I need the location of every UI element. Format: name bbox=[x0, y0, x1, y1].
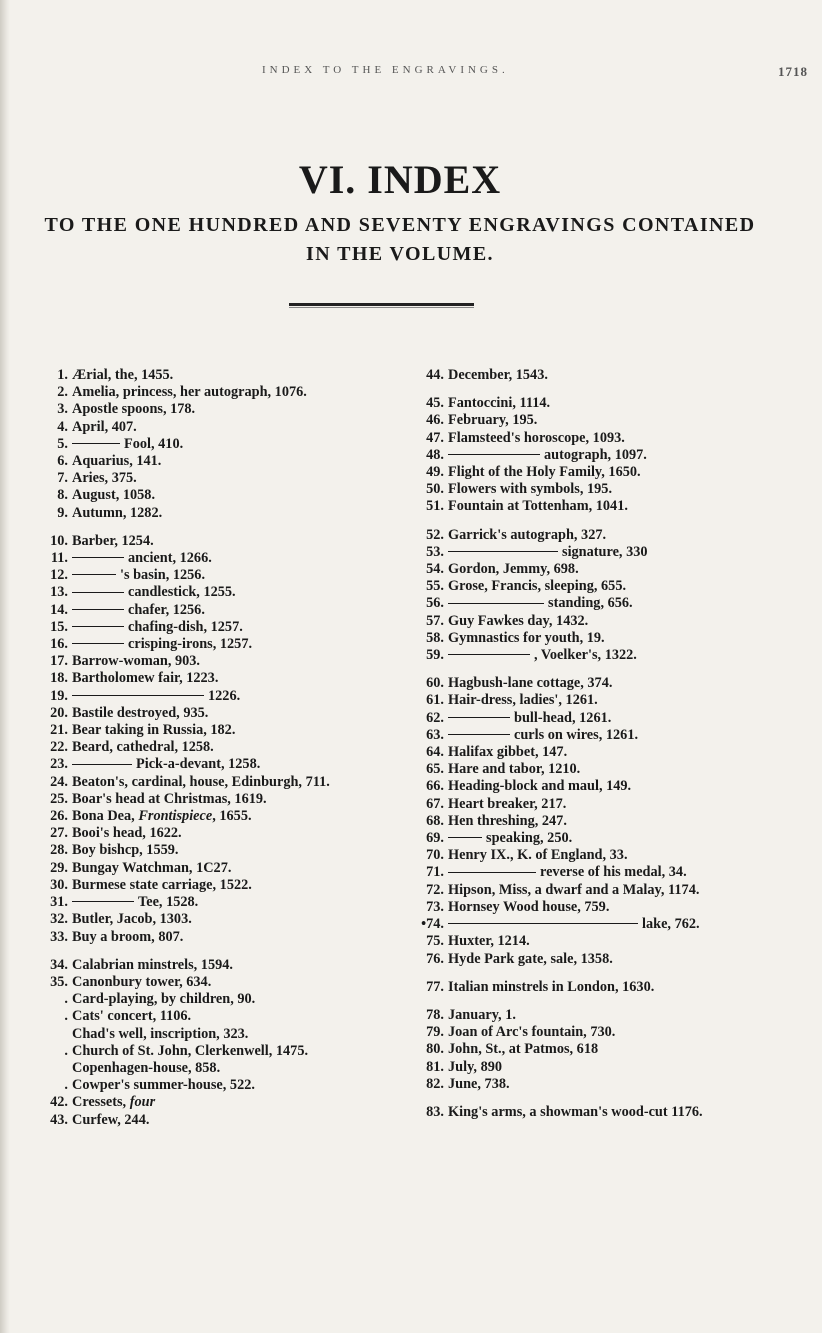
entry-text: Bartholomew fair, 1223. bbox=[72, 670, 219, 687]
entry-number: 9. bbox=[57, 504, 68, 521]
index-entry bbox=[38, 1094, 390, 1111]
entry-number: 82. bbox=[426, 1075, 444, 1092]
index-entry bbox=[414, 498, 798, 515]
index-entry bbox=[414, 796, 798, 813]
entry-text: bull-head, 1261. bbox=[514, 709, 612, 726]
entry-number: 76. bbox=[426, 950, 444, 967]
entry-text: Cowper's summer-house, 522. bbox=[72, 1077, 255, 1094]
entry-text: Grose, Francis, sleeping, 655. bbox=[448, 578, 627, 595]
index-entry bbox=[414, 613, 798, 630]
index-entry bbox=[38, 808, 390, 825]
entry-text: July, 890 bbox=[448, 1058, 503, 1075]
entry-text: chafer, 1256. bbox=[128, 601, 205, 618]
index-entry bbox=[38, 550, 390, 567]
index-entry bbox=[38, 877, 390, 894]
entry-text: signature, 330 bbox=[562, 543, 648, 560]
index-entry bbox=[414, 778, 798, 795]
index-entry bbox=[38, 636, 390, 653]
index-entry bbox=[38, 584, 390, 601]
index-entry bbox=[38, 688, 390, 705]
index-entry bbox=[414, 527, 798, 544]
entry-text: Hagbush-lane cottage, 374. bbox=[448, 675, 613, 692]
entry-text: John, St., at Patmos, 618 bbox=[448, 1041, 599, 1058]
index-entry bbox=[414, 1007, 798, 1024]
entry-number: 1. bbox=[57, 367, 68, 383]
entry-text: Joan of Arc's fountain, 730. bbox=[448, 1024, 616, 1041]
index-entry bbox=[414, 647, 798, 664]
index-group bbox=[38, 533, 390, 946]
title-rule bbox=[289, 303, 474, 306]
entry-number: 8. bbox=[57, 487, 68, 504]
index-entry bbox=[38, 774, 390, 791]
index-entry bbox=[414, 544, 798, 561]
running-header bbox=[262, 64, 822, 79]
entry-text: Buy a broom, 807. bbox=[72, 928, 184, 945]
entry-number: 22. bbox=[50, 739, 68, 756]
entry-number: 62. bbox=[426, 709, 444, 726]
entry-number: 54. bbox=[426, 561, 444, 578]
entry-number: . bbox=[64, 1042, 68, 1059]
ditto-dash bbox=[72, 626, 124, 627]
entry-number: 75. bbox=[426, 933, 444, 950]
entry-text: Heart breaker, 217. bbox=[448, 795, 567, 812]
entry-number: 83. bbox=[426, 1103, 444, 1120]
index-entry bbox=[414, 882, 798, 899]
index-entry bbox=[38, 705, 390, 722]
index-entry bbox=[414, 864, 798, 881]
entry-text: Gymnastics for youth, 19. bbox=[448, 629, 605, 646]
ditto-dash bbox=[72, 574, 116, 575]
entry-number: 26. bbox=[50, 808, 68, 825]
entry-number: 16. bbox=[50, 636, 68, 653]
entry-number: 65. bbox=[426, 761, 444, 778]
entry-text: April, 407. bbox=[72, 418, 137, 435]
entry-text: Gordon, Jemmy, 698. bbox=[448, 561, 579, 578]
entry-italic: Frontispiece bbox=[138, 808, 213, 825]
entry-number: 27. bbox=[50, 825, 68, 842]
running-title: INDEX TO THE ENGRAVINGS. bbox=[262, 64, 509, 76]
entry-text: February, 195. bbox=[448, 412, 538, 429]
entry-number: 18. bbox=[50, 670, 68, 687]
entry-number: 30. bbox=[50, 876, 68, 893]
index-group bbox=[414, 1007, 798, 1093]
entry-number: 72. bbox=[426, 881, 444, 898]
entry-number: 45. bbox=[426, 395, 444, 412]
entry-text: December, 1543. bbox=[448, 367, 548, 383]
entry-text: Boar's head at Christmas, 1619. bbox=[72, 790, 267, 807]
entry-number: 57. bbox=[426, 612, 444, 629]
entry-text: Autumn, 1282. bbox=[72, 504, 163, 521]
index-entry bbox=[38, 1026, 390, 1043]
index-entry bbox=[38, 384, 390, 401]
entry-number: 11. bbox=[50, 550, 68, 567]
entry-number: 25. bbox=[50, 790, 68, 807]
entry-number: 55. bbox=[426, 578, 444, 595]
entry-number: 70. bbox=[426, 847, 444, 864]
entry-text: Bear taking in Russia, 182. bbox=[72, 722, 236, 739]
entry-text: ancient, 1266. bbox=[128, 550, 212, 567]
index-entry bbox=[38, 567, 390, 584]
entry-number: 15. bbox=[50, 618, 68, 635]
entry-text: Hen threshing, 247. bbox=[448, 812, 567, 829]
entry-text: Beard, cathedral, 1258. bbox=[72, 739, 214, 756]
index-entry bbox=[414, 761, 798, 778]
entry-text: Fountain at Tottenham, 1041. bbox=[448, 498, 628, 515]
entry-number: 73. bbox=[426, 898, 444, 915]
entry-text: Hipson, Miss, a dwarf and a Malay, 1174. bbox=[448, 881, 700, 898]
entry-text: , Voelker's, 1322. bbox=[534, 647, 637, 664]
entry-number: 66. bbox=[426, 778, 444, 795]
entry-number: 81. bbox=[426, 1058, 444, 1075]
entry-text: Huxter, 1214. bbox=[448, 933, 530, 950]
entry-text: Hornsey Wood house, 759. bbox=[448, 898, 610, 915]
entry-number: 61. bbox=[426, 692, 444, 709]
entry-italic: four bbox=[129, 1094, 156, 1111]
entry-number: 49. bbox=[426, 464, 444, 481]
ditto-dash bbox=[448, 837, 482, 838]
entry-text: Garrick's autograph, 327. bbox=[448, 526, 607, 543]
entry-text: Italian minstrels in London, 1630. bbox=[448, 978, 655, 995]
ditto-dash bbox=[448, 603, 544, 604]
entry-text: Butler, Jacob, 1303. bbox=[72, 911, 192, 928]
index-group bbox=[414, 1104, 798, 1121]
index-entry bbox=[38, 653, 390, 670]
index-entry bbox=[414, 744, 798, 761]
ditto-dash bbox=[448, 734, 510, 735]
index-entry bbox=[414, 447, 798, 464]
entry-text: January, 1. bbox=[448, 1006, 516, 1023]
entry-number: 10. bbox=[50, 532, 68, 549]
index-entry bbox=[38, 991, 390, 1008]
entry-number: 29. bbox=[50, 859, 68, 876]
entry-number: 32. bbox=[50, 911, 68, 928]
entry-text: speaking, 250. bbox=[486, 830, 573, 847]
entry-text: Bastile destroyed, 935. bbox=[72, 704, 209, 721]
index-entry bbox=[38, 1043, 390, 1060]
entry-text: King's arms, a showman's wood-cut 1176. bbox=[448, 1103, 703, 1120]
entry-number: 23. bbox=[50, 756, 68, 773]
title-rule-thin bbox=[289, 307, 474, 308]
entry-number: 17. bbox=[50, 653, 68, 670]
entry-text: Heading-block and maul, 149. bbox=[448, 778, 632, 795]
entry-number: 35. bbox=[50, 973, 68, 990]
entry-number: 21. bbox=[50, 722, 68, 739]
index-entry bbox=[414, 1076, 798, 1093]
entry-number: 4. bbox=[57, 418, 68, 435]
ditto-dash bbox=[72, 901, 134, 902]
entry-number: 71. bbox=[426, 864, 444, 881]
entry-number: 31. bbox=[50, 894, 68, 911]
index-entry bbox=[38, 487, 390, 504]
index-group bbox=[414, 979, 798, 996]
index-entry bbox=[38, 957, 390, 974]
entry-number: 24. bbox=[50, 773, 68, 790]
entry-number: 58. bbox=[426, 629, 444, 646]
index-entry bbox=[414, 430, 798, 447]
index-entry bbox=[38, 756, 390, 773]
ditto-dash bbox=[448, 551, 558, 552]
index-entry bbox=[414, 367, 798, 384]
entry-text: Fool, 410. bbox=[124, 435, 184, 452]
ditto-dash bbox=[448, 654, 530, 655]
entry-text: August, 1058. bbox=[72, 487, 156, 504]
entry-text: Card-playing, by children, 90. bbox=[72, 991, 256, 1008]
entry-text: Canonbury tower, 634. bbox=[72, 973, 212, 990]
index-entry bbox=[38, 1112, 390, 1129]
entry-number: 19. bbox=[50, 687, 68, 704]
subtitle-line-2: IN THE VOLUME. bbox=[306, 243, 494, 265]
index-entry bbox=[414, 1041, 798, 1058]
entry-text: Flowers with symbols, 195. bbox=[448, 481, 613, 498]
entry-number: •74. bbox=[421, 916, 444, 933]
index-entry bbox=[38, 860, 390, 877]
entry-text: Booi's head, 1622. bbox=[72, 825, 182, 842]
entry-number: 20. bbox=[50, 704, 68, 721]
index-entry bbox=[38, 825, 390, 842]
entry-number: 28. bbox=[50, 842, 68, 859]
index-column-right bbox=[414, 367, 798, 1132]
entry-number: 78. bbox=[426, 1006, 444, 1023]
index-entry bbox=[414, 813, 798, 830]
ditto-dash bbox=[72, 592, 124, 593]
entry-text: curls on wires, 1261. bbox=[514, 726, 639, 743]
index-entry bbox=[414, 899, 798, 916]
ditto-dash bbox=[448, 923, 638, 924]
entry-text: candlestick, 1255. bbox=[128, 584, 236, 601]
index-entry bbox=[414, 727, 798, 744]
index-entry bbox=[38, 1008, 390, 1025]
index-entry bbox=[414, 412, 798, 429]
index-entry bbox=[38, 367, 390, 384]
ditto-dash bbox=[72, 609, 124, 610]
index-group bbox=[414, 367, 798, 384]
entry-number: 69. bbox=[426, 830, 444, 847]
entry-number: 64. bbox=[426, 744, 444, 761]
index-entry bbox=[38, 929, 390, 946]
entry-text: Cats' concert, 1106. bbox=[72, 1008, 192, 1025]
index-entry bbox=[414, 561, 798, 578]
entry-number: 77. bbox=[426, 978, 444, 995]
index-entry bbox=[38, 842, 390, 859]
entry-number: 34. bbox=[50, 956, 68, 973]
entry-number: 79. bbox=[426, 1024, 444, 1041]
entry-text: Bungay Watchman, 1C27. bbox=[72, 859, 232, 876]
ditto-dash bbox=[448, 872, 536, 873]
entry-number: 59. bbox=[426, 647, 444, 664]
entry-number: 14. bbox=[50, 601, 68, 618]
entry-number: 7. bbox=[57, 470, 68, 487]
entry-number: 80. bbox=[426, 1041, 444, 1058]
entry-text: Guy Fawkes day, 1432. bbox=[448, 612, 589, 629]
entry-number: 52. bbox=[426, 526, 444, 543]
entry-text: Hyde Park gate, sale, 1358. bbox=[448, 950, 613, 967]
entry-number: 67. bbox=[426, 795, 444, 812]
entry-text: Church of St. John, Clerkenwell, 1475. bbox=[72, 1042, 309, 1059]
index-entry bbox=[414, 830, 798, 847]
index-entry bbox=[38, 722, 390, 739]
entry-number: 5. bbox=[57, 435, 68, 452]
entry-number: . bbox=[64, 1077, 68, 1094]
ditto-dash bbox=[72, 443, 120, 444]
index-entry bbox=[38, 974, 390, 991]
index-entry bbox=[38, 619, 390, 636]
entry-text: Barrow-woman, 903. bbox=[72, 653, 201, 670]
index-entry bbox=[414, 464, 798, 481]
index-entry bbox=[38, 911, 390, 928]
entry-text: Tee, 1528. bbox=[138, 894, 199, 911]
entry-number: 33. bbox=[50, 928, 68, 945]
index-entry bbox=[38, 1077, 390, 1094]
index-entry bbox=[414, 710, 798, 727]
entry-number: 47. bbox=[426, 429, 444, 446]
entry-text: Cressets, bbox=[72, 1094, 127, 1111]
entry-text: autograph, 1097. bbox=[544, 446, 647, 463]
entry-tail: , 1655. bbox=[212, 808, 252, 825]
entry-text: Boy bishcp, 1559. bbox=[72, 842, 179, 859]
index-entry bbox=[414, 979, 798, 996]
entry-number: 60. bbox=[426, 675, 444, 692]
entry-number: 50. bbox=[426, 481, 444, 498]
entry-number: 68. bbox=[426, 812, 444, 829]
entry-text: Fantoccini, 1114. bbox=[448, 395, 551, 412]
index-entry bbox=[38, 1060, 390, 1077]
entry-text: Halifax gibbet, 147. bbox=[448, 744, 568, 761]
entry-text: Flight of the Holy Family, 1650. bbox=[448, 464, 641, 481]
entry-number: 46. bbox=[426, 412, 444, 429]
index-entry bbox=[38, 791, 390, 808]
index-group bbox=[414, 395, 798, 515]
entry-number: 48. bbox=[426, 446, 444, 463]
index-entry bbox=[38, 453, 390, 470]
entry-text: Barber, 1254. bbox=[72, 532, 154, 549]
entry-text: Curfew, 244. bbox=[72, 1111, 150, 1128]
entry-text: Copenhagen-house, 858. bbox=[72, 1059, 221, 1076]
index-group bbox=[414, 527, 798, 665]
index-entry bbox=[38, 670, 390, 687]
entry-text: Burmese state carriage, 1522. bbox=[72, 876, 252, 893]
entry-text: 's basin, 1256. bbox=[120, 567, 206, 584]
ditto-dash bbox=[72, 643, 124, 644]
index-group bbox=[38, 957, 390, 1129]
entry-number: 13. bbox=[50, 584, 68, 601]
entry-number: 44. bbox=[426, 367, 444, 383]
index-entry bbox=[38, 470, 390, 487]
entry-text: 1226. bbox=[208, 687, 241, 704]
entry-number: . bbox=[64, 1008, 68, 1025]
entry-text: Bona Dea, bbox=[72, 808, 135, 825]
page-title: VI. INDEX bbox=[298, 157, 502, 202]
entry-text: Beaton's, cardinal, house, Edinburgh, 711. bbox=[72, 773, 330, 790]
index-entry bbox=[414, 630, 798, 647]
entry-number: 6. bbox=[57, 453, 68, 470]
entry-text: Ærial, the, 1455. bbox=[72, 367, 174, 383]
index-entry bbox=[414, 1024, 798, 1041]
index-entry bbox=[38, 533, 390, 550]
entry-text: Apostle spoons, 178. bbox=[72, 401, 196, 418]
index-entry bbox=[38, 419, 390, 436]
entry-number: 51. bbox=[426, 498, 444, 515]
index-entry bbox=[414, 1104, 798, 1121]
entry-number: 3. bbox=[57, 401, 68, 418]
ditto-dash bbox=[448, 454, 540, 455]
entry-text: June, 738. bbox=[448, 1075, 510, 1092]
index-entry bbox=[414, 395, 798, 412]
index-entry bbox=[38, 894, 390, 911]
ditto-dash bbox=[72, 695, 204, 696]
entry-text: chafing-dish, 1257. bbox=[128, 618, 243, 635]
entry-text: Pick-a-devant, 1258. bbox=[136, 756, 261, 773]
index-entry bbox=[414, 692, 798, 709]
index-group bbox=[38, 367, 390, 522]
index-entry bbox=[414, 595, 798, 612]
index-entry bbox=[414, 933, 798, 950]
entry-number: 42. bbox=[50, 1094, 68, 1111]
index-entry bbox=[38, 505, 390, 522]
ditto-dash bbox=[72, 764, 132, 765]
entry-number: 56. bbox=[426, 595, 444, 612]
index-entry bbox=[38, 436, 390, 453]
index-entry bbox=[414, 951, 798, 968]
entry-text: crisping-irons, 1257. bbox=[128, 636, 253, 653]
entry-number: 63. bbox=[426, 726, 444, 743]
entry-number: 12. bbox=[50, 567, 68, 584]
entry-text: Aries, 375. bbox=[72, 470, 137, 487]
entry-number: 53. bbox=[426, 543, 444, 560]
page-number: 1718 bbox=[778, 64, 808, 79]
index-column-left bbox=[38, 367, 390, 1140]
index-entry bbox=[414, 916, 798, 933]
entry-text: Henry IX., K. of England, 33. bbox=[448, 847, 628, 864]
entry-text: Calabrian minstrels, 1594. bbox=[72, 956, 233, 973]
index-entry bbox=[414, 481, 798, 498]
index-entry bbox=[38, 602, 390, 619]
index-entry bbox=[414, 1059, 798, 1076]
entry-text: lake, 762. bbox=[642, 916, 700, 933]
index-entry bbox=[38, 401, 390, 418]
entry-text: Aquarius, 141. bbox=[72, 453, 162, 470]
subtitle-line-1: TO THE ONE HUNDRED AND SEVENTY ENGRAVINGS CONTAINED bbox=[44, 214, 756, 236]
entry-text: Chad's well, inscription, 323. bbox=[72, 1025, 249, 1042]
ditto-dash bbox=[72, 557, 124, 558]
index-entry bbox=[414, 675, 798, 692]
index-entry bbox=[414, 578, 798, 595]
entry-number: . bbox=[64, 991, 68, 1008]
entry-text: Hair-dress, ladies', 1261. bbox=[448, 692, 598, 709]
entry-text: Amelia, princess, her autograph, 1076. bbox=[72, 384, 307, 401]
entry-number: 43. bbox=[50, 1111, 68, 1128]
entry-text: Flamsteed's horoscope, 1093. bbox=[448, 429, 625, 446]
entry-text: reverse of his medal, 34. bbox=[540, 864, 687, 881]
index-entry bbox=[414, 847, 798, 864]
index-group bbox=[414, 675, 798, 967]
index-entry bbox=[38, 739, 390, 756]
page-subtitle bbox=[0, 211, 800, 269]
entry-text: Hare and tabor, 1210. bbox=[448, 761, 581, 778]
entry-text: standing, 656. bbox=[548, 595, 633, 612]
entry-number: 2. bbox=[57, 384, 68, 401]
ditto-dash bbox=[448, 717, 510, 718]
